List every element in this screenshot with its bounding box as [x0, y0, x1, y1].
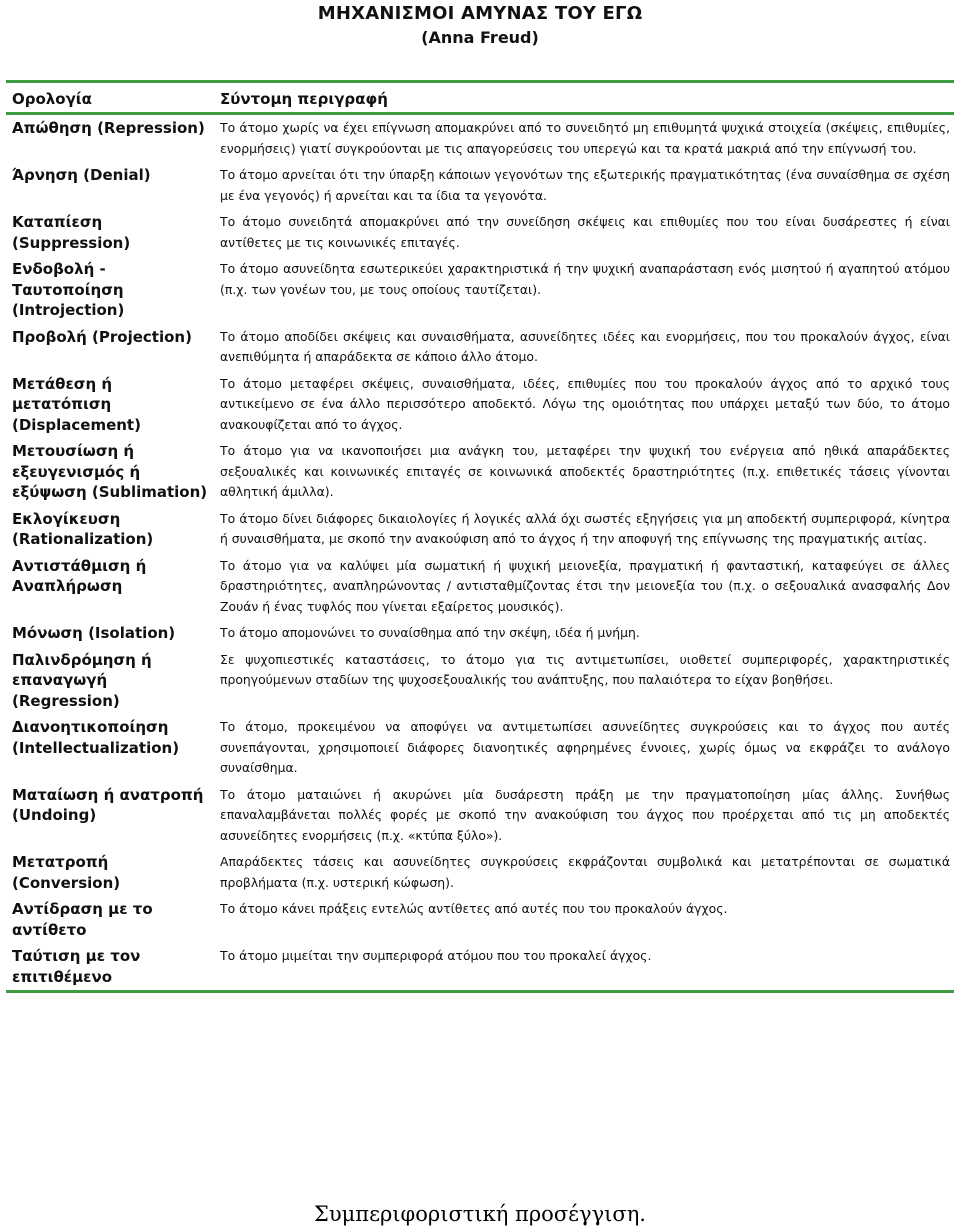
- term-cell: Απώθηση (Repression): [12, 119, 205, 137]
- term-cell: Μόνωση (Isolation): [12, 624, 176, 642]
- table-row: [6, 506, 954, 553]
- term-cell: Ματαίωση ή ανατροπή (Undoing): [12, 785, 204, 824]
- term-cell: Προβολή (Projection): [12, 327, 192, 346]
- term-cell: Αντιστάθμιση ή Αναπλήρωση: [12, 556, 147, 595]
- table-row: [6, 620, 954, 647]
- table-row: [6, 162, 954, 209]
- description-cell: Απαράδεκτες τάσεις και ασυνείδητες συγκρούσεις εκφράζονται συμβολικά και μετατρέπονται σε σωματικά προβλήματα (π.χ. υστερική κώφωση).: [220, 854, 950, 890]
- column-header-term: Ορολογία: [6, 83, 214, 114]
- description-cell: Το άτομο μεταφέρει σκέψεις, συναισθήματα, ιδέες, επιθυμίες που του προκαλούν άγχος από το αρχικό τους αντικείμενο σε ένα άλλο περισσότερο αποδεκτό. Λόγω της ομοιότητας που υπάρχει μεταξύ των δύο, το άτομο ανακουφίζεται από το άγχος.: [220, 375, 950, 432]
- document-title: ΜΗΧΑΝΙΣΜΟΙ ΑΜΥΝΑΣ ΤΟΥ ΕΓΩ: [317, 3, 643, 24]
- table-row: [6, 256, 954, 324]
- description-cell: Το άτομο χωρίς να έχει επίγνωση απομακρύνει από το συνειδητό μη επιθυμητά ψυχικά στοιχεία (σκέψεις, επιθυμίες, ενορμήσεις) γιατί συγκρούονται με τις απαγορεύσεις του υπερεγώ και τα κρατά μακριά από την επίγνωσή του.: [220, 120, 950, 156]
- description-cell: Το άτομο δίνει διάφορες δικαιολογίες ή λογικές αλλά όχι σωστές εξηγήσεις για μη αποδεκτή συμπεριφορά, κίνητρα ή συναισθήματα, με σκοπό την ανακούφιση από το άγχος ή την αποφυγή της επίγνωσης της πραγματικής αιτίας.: [220, 510, 950, 546]
- term-cell: Μετάθεση ή μετατόπιση (Displacement): [12, 374, 141, 434]
- term-cell: Παλινδρόμηση ή επαναγωγή (Regression): [12, 650, 152, 710]
- table-row: [6, 943, 954, 990]
- description-cell: Το άτομο για να ικανοποιήσει μια ανάγκη του, μεταφέρει την ψυχική του ενέργεια από ηθικά απαράδεκτες σεξουαλικές και κοινωνικές επιταγές σε κοινωνικά αποδεκτές δραστηριότητες (π.χ. επιθετικές τάσεις γίνονται αθλητική άμιλλα).: [220, 443, 950, 499]
- term-cell: Καταπίεση (Suppression): [12, 213, 131, 252]
- table-row: [6, 438, 954, 506]
- page-caption: Συμπεριφοριστική προσέγγιση.: [314, 1202, 646, 1226]
- description-cell: Το άτομο κάνει πράξεις εντελώς αντίθετες από αυτές που του προκαλούν άγχος.: [220, 901, 728, 916]
- table-row: [6, 209, 954, 256]
- table-row: [6, 896, 954, 943]
- term-cell: Ενδοβολή - Ταυτοποίηση (Introjection): [12, 260, 125, 319]
- table-row: [6, 782, 954, 850]
- description-cell: Το άτομο μιμείται την συμπεριφορά ατόμου που του προκαλεί άγχος.: [220, 948, 652, 963]
- term-cell: Άρνηση (Denial): [12, 166, 151, 184]
- description-cell: Το άτομο συνειδητά απομακρύνει από την συνείδηση σκέψεις και επιθυμίες που του είναι δυσάρεστες ή είναι αντίθετες με τις κοινωνικές επιταγές.: [220, 214, 950, 250]
- term-cell: Διανοητικοποίηση (Intellectualization): [12, 718, 180, 757]
- table-row: [6, 553, 954, 621]
- description-cell: Το άτομο ασυνείδητα εσωτερικεύει χαρακτηριστικά ή την ψυχική αναπαράσταση ενός μισητού ή αγαπητού ατόμου (π.χ. των γονέων του, με τους οποίους ταυτίζεται).: [220, 261, 950, 297]
- term-cell: Ταύτιση με τον επιτιθέμενο: [12, 947, 141, 986]
- term-cell: Μετατροπή (Conversion): [12, 853, 121, 892]
- table-row: [6, 324, 954, 371]
- description-cell: Το άτομο απομονώνει το συναίσθημα από την σκέψη, ιδέα ή μνήμη.: [220, 625, 640, 640]
- term-cell: Εκλογίκευση (Rationalization): [12, 509, 154, 548]
- description-cell: Το άτομο αρνείται ότι την ύπαρξη κάποιων γεγονότων της εξωτερικής πραγματικότητας (ένα συναίσθημα σε σχέση με ένα γεγονός) ή αρνείται και τα ίδια τα γεγονότα.: [220, 167, 950, 203]
- description-cell: Το άτομο, προκειμένου να αποφύγει να αντιμετωπίσει ασυνείδητες συγκρούσεις και το άγχος που αυτές συνεπάγονται, χρησιμοποιεί διάφορες διανοητικές αφηρημένες έννοιες, χωρίς όμως να εκφράζει το ανάλογο συναίσθημα.: [220, 719, 950, 775]
- document-subtitle: (Anna Freud): [421, 28, 539, 47]
- table-row: [6, 371, 954, 439]
- table-header-row: [6, 83, 954, 114]
- description-cell: Το άτομο ματαιώνει ή ακυρώνει μία δυσάρεστη πράξη με την πραγματοποίηση μίας άλλης. Συνήθως επαναλαμβάνεται πολλές φορές με σκοπό την ανακούφιση του άγχος που προέρχεται από τις μη αποδεκτές ασυνείδητες ενορμήσεις (π.χ. «κτύπα ξύλο»).: [220, 786, 950, 843]
- column-header-description: Σύντομη περιγραφή: [214, 83, 954, 114]
- table-row: [6, 647, 954, 715]
- term-cell: Μετουσίωση ή εξευγενισμός ή εξύψωση (Sublimation): [12, 442, 208, 501]
- defense-mechanisms-table: [6, 80, 954, 993]
- table-row: [6, 714, 954, 782]
- term-cell: Αντίδραση με το αντίθετο: [12, 900, 153, 939]
- description-cell: Σε ψυχοπιεστικές καταστάσεις, το άτομο για τις αντιμετωπίσει, υιοθετεί συμπεριφορές, χαρακτηριστικές προηγούμενων σταδίων της ψυχοσεξουαλικής του ανάπτυξης, που παλαιότερα το είχαν βοηθήσει.: [220, 651, 950, 687]
- description-cell: Το άτομο αποδίδει σκέψεις και συναισθήματα, ασυνείδητες ιδέες και ενορμήσεις, που του προκαλούν άγχος, είναι ανεπιθύμητα ή απαράδεκτα σε κάποιο άλλο άτομο.: [220, 328, 950, 364]
- description-cell: Το άτομο για να καλύψει μία σωματική ή ψυχική μειονεξία, πραγματική ή φανταστική, καταφεύγει σε άλλες δραστηριότητες, αναπληρώνοντας / αντισταθμίζοντας έτσι την μειονεξία του (π.χ. ο σεξουαλικά ανασφαλής Δον Ζουάν ή ένας τυφλός που γίνεται εξαίρετος μουσικός).: [220, 557, 950, 614]
- table-row: [6, 114, 954, 163]
- table-row: [6, 849, 954, 896]
